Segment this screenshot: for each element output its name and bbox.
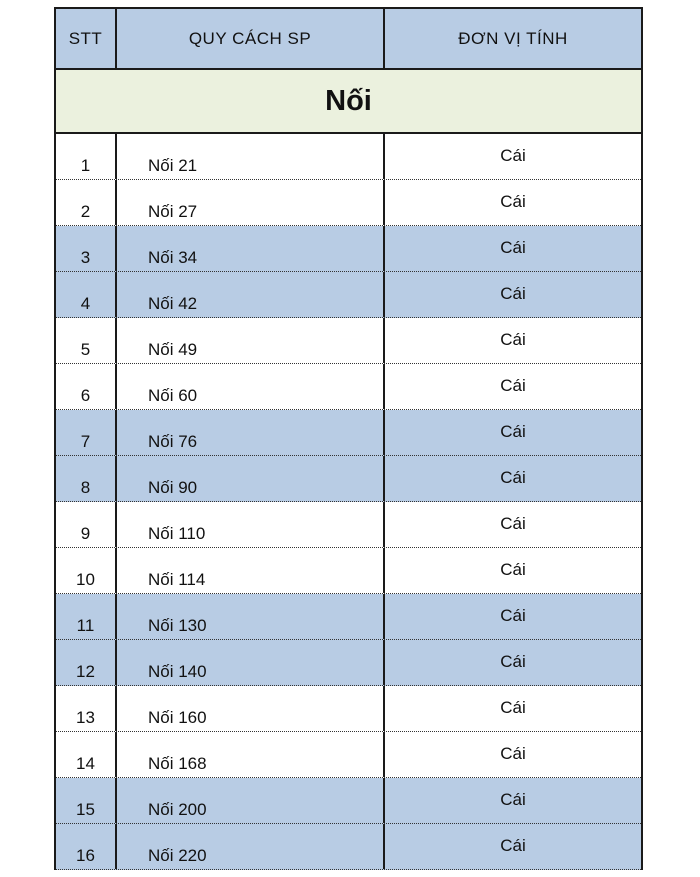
- spec-cell-text: Nối 42: [148, 294, 198, 313]
- table-row: [56, 272, 641, 318]
- unit-cell[interactable]: [385, 594, 641, 639]
- section-title[interactable]: Nối: [56, 70, 641, 134]
- unit-cell-text: Cái: [500, 238, 526, 257]
- header-unit[interactable]: ĐƠN VỊ TÍNH: [458, 28, 568, 48]
- table-row: [56, 686, 641, 732]
- spreadsheet-table: [54, 7, 643, 870]
- stt-cell[interactable]: [56, 318, 117, 363]
- spec-cell-text: Nối 168: [148, 754, 207, 773]
- stt-cell-text: 4: [80, 294, 91, 313]
- unit-cell-text: Cái: [500, 560, 526, 579]
- unit-cell[interactable]: [385, 548, 641, 593]
- spec-cell[interactable]: [117, 180, 385, 225]
- spec-cell[interactable]: [117, 502, 385, 547]
- unit-cell-text: Cái: [500, 652, 526, 671]
- stt-cell-text: 12: [76, 662, 95, 681]
- unit-cell-text: Cái: [500, 790, 526, 809]
- stt-cell[interactable]: [56, 824, 117, 869]
- table-row: [56, 824, 641, 870]
- spec-cell-text: Nối 110: [148, 524, 206, 543]
- spec-cell[interactable]: [117, 548, 385, 593]
- spec-cell[interactable]: [117, 594, 385, 639]
- spec-cell[interactable]: [117, 778, 385, 823]
- stt-cell[interactable]: [56, 364, 117, 409]
- stt-cell[interactable]: [56, 548, 117, 593]
- unit-cell-text: Cái: [500, 698, 526, 717]
- unit-cell[interactable]: [385, 272, 641, 317]
- stt-cell[interactable]: [56, 134, 117, 179]
- unit-cell-text: Cái: [500, 422, 526, 441]
- table-row: [56, 640, 641, 686]
- spec-cell[interactable]: [117, 134, 385, 179]
- stt-cell[interactable]: [56, 180, 117, 225]
- table-row: [56, 456, 641, 502]
- unit-cell-text: Cái: [500, 330, 526, 349]
- spec-cell-text: Nối 200: [148, 800, 207, 819]
- spec-cell[interactable]: [117, 732, 385, 777]
- stt-cell[interactable]: [56, 778, 117, 823]
- unit-cell[interactable]: [385, 732, 641, 777]
- stt-cell-text: 5: [80, 340, 91, 359]
- spec-cell[interactable]: [117, 226, 385, 271]
- table-row: [56, 548, 641, 594]
- stt-cell-text: 8: [80, 478, 91, 497]
- table-row: [56, 778, 641, 824]
- stt-cell-text: 7: [80, 432, 91, 451]
- spec-cell-text: Nối 21: [148, 156, 198, 175]
- unit-cell[interactable]: [385, 456, 641, 501]
- unit-cell[interactable]: [385, 364, 641, 409]
- unit-cell[interactable]: [385, 134, 641, 179]
- unit-cell-text: Cái: [500, 192, 526, 211]
- stt-cell-text: 1: [80, 156, 91, 175]
- table-row: [56, 732, 641, 778]
- unit-cell[interactable]: [385, 318, 641, 363]
- unit-cell-text: Cái: [500, 376, 526, 395]
- spec-cell-text: Nối 60: [148, 386, 198, 405]
- spec-cell[interactable]: [117, 456, 385, 501]
- stt-cell[interactable]: [56, 594, 117, 639]
- stt-cell-text: 2: [80, 202, 91, 221]
- table-row: [56, 594, 641, 640]
- table-row: [56, 226, 641, 272]
- unit-cell-text: Cái: [500, 744, 526, 763]
- spec-cell-text: Nối 220: [148, 846, 207, 865]
- stt-cell-text: 3: [80, 248, 91, 267]
- spec-cell-text: Nối 130: [148, 616, 207, 635]
- spec-cell-text: Nối 140: [148, 662, 207, 681]
- stt-cell[interactable]: [56, 456, 117, 501]
- spec-cell-text: Nối 49: [148, 340, 198, 359]
- spec-cell[interactable]: [117, 410, 385, 455]
- unit-cell[interactable]: [385, 686, 641, 731]
- stt-cell[interactable]: [56, 226, 117, 271]
- stt-cell[interactable]: [56, 410, 117, 455]
- spec-cell-text: Nối 90: [148, 478, 198, 497]
- table-row: [56, 134, 641, 180]
- stt-cell[interactable]: [56, 502, 117, 547]
- table-row: [56, 318, 641, 364]
- stt-cell-text: 11: [76, 616, 95, 635]
- unit-cell[interactable]: [385, 778, 641, 823]
- table-row: [56, 502, 641, 548]
- unit-cell-text: Cái: [500, 836, 526, 855]
- spec-cell-text: Nối 27: [148, 202, 198, 221]
- stt-cell-text: 10: [76, 570, 95, 589]
- unit-cell[interactable]: [385, 410, 641, 455]
- spec-cell[interactable]: [117, 364, 385, 409]
- spec-cell-text: Nối 34: [148, 248, 198, 267]
- unit-cell-text: Cái: [500, 468, 526, 487]
- stt-cell-text: 14: [76, 754, 95, 773]
- stt-cell-text: 6: [80, 386, 91, 405]
- unit-cell[interactable]: [385, 502, 641, 547]
- unit-cell-text: Cái: [500, 146, 526, 165]
- unit-cell-text: Cái: [500, 284, 526, 303]
- spec-cell[interactable]: [117, 640, 385, 685]
- unit-cell-text: Cái: [500, 514, 526, 533]
- unit-cell[interactable]: [385, 180, 641, 225]
- spec-cell-text: Nối 114: [148, 570, 206, 589]
- unit-cell-text: Cái: [500, 606, 526, 625]
- stt-cell-text: 15: [76, 800, 95, 819]
- unit-cell[interactable]: [385, 226, 641, 271]
- header-spec[interactable]: QUY CÁCH SP: [117, 9, 385, 68]
- spec-cell[interactable]: [117, 824, 385, 869]
- stt-cell[interactable]: [56, 686, 117, 731]
- stt-cell-text: 16: [76, 846, 95, 865]
- header-row: [56, 7, 641, 70]
- spec-cell-text: Nối 160: [148, 708, 207, 727]
- spec-cell[interactable]: [117, 272, 385, 317]
- table-row: [56, 364, 641, 410]
- header-stt[interactable]: STT: [56, 9, 117, 68]
- unit-cell[interactable]: [385, 640, 641, 685]
- spec-cell[interactable]: [117, 318, 385, 363]
- stt-cell-text: 13: [76, 708, 95, 727]
- stt-cell[interactable]: [56, 272, 117, 317]
- table-body: [56, 134, 641, 870]
- stt-cell-text: 9: [80, 524, 91, 543]
- unit-cell[interactable]: [385, 824, 641, 869]
- spec-cell-text: Nối 76: [148, 432, 198, 451]
- stt-cell[interactable]: [56, 640, 117, 685]
- stt-cell[interactable]: [56, 732, 117, 777]
- table-row: [56, 410, 641, 456]
- spec-cell[interactable]: [117, 686, 385, 731]
- table-row: [56, 180, 641, 226]
